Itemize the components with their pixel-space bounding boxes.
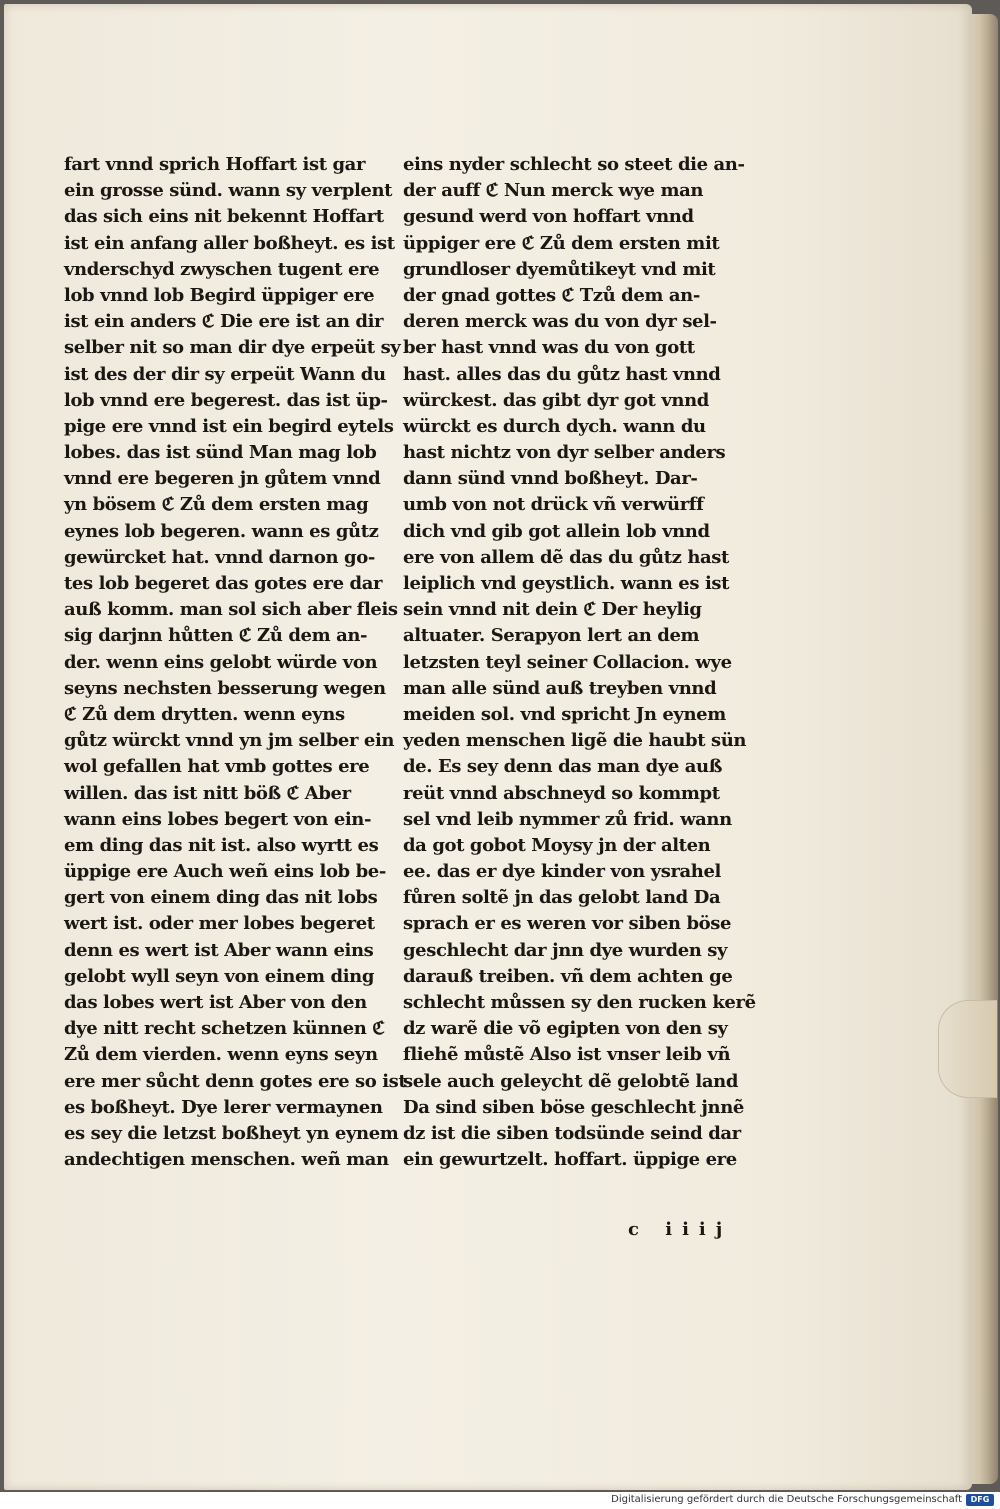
right-text-column bbox=[403, 152, 756, 1173]
text-line: reüt vnnd abschneyd so kommpt bbox=[403, 782, 720, 804]
text-line: würckest. das gibt dyr got vnnd bbox=[403, 389, 709, 411]
text-line: eins nyder schlecht so steet die an- bbox=[403, 154, 745, 175]
text-line: hast. alles das du gůtz hast vnnd bbox=[403, 363, 721, 385]
text-line: altuater. Serapyon lert an dem bbox=[403, 625, 700, 647]
text-line: gesund werd von hoffart vnnd bbox=[403, 206, 694, 228]
text-line: sig darjnn hůtten ℭ Zů dem an- bbox=[64, 625, 368, 647]
text-line: gůtz würckt vnnd yn jm selber ein bbox=[64, 730, 395, 752]
text-line: grundloser dyemůtikeyt vnd mit bbox=[403, 258, 716, 280]
text-line: seyns nechsten besserung wegen bbox=[64, 677, 386, 699]
text-line: vnnd ere begeren jn gůtem vnnd bbox=[64, 468, 381, 490]
text-line: letzsten teyl seiner Collacion. wye bbox=[403, 651, 732, 673]
text-line: andechtigen menschen. weñ man bbox=[64, 1149, 389, 1171]
text-line: lobes. das ist sünd Man mag lob bbox=[64, 442, 377, 464]
text-line: eynes lob begeren. wann es gůtz bbox=[64, 520, 379, 542]
text-line: ist ein anders ℭ Die ere ist an dir bbox=[64, 311, 384, 333]
text-line: geschlecht dar jnn dye wurden sy bbox=[403, 939, 728, 961]
text-line: hast nichtz von dyr selber anders bbox=[403, 442, 726, 464]
text-line: fliehẽ můstẽ Also ist vnser leib vñ bbox=[403, 1044, 731, 1066]
text-line: lob vnnd lob Begird üppiger ere bbox=[64, 284, 375, 306]
dfg-logo: DFG bbox=[966, 1494, 994, 1506]
text-line: wol gefallen hat vmb gottes ere bbox=[64, 756, 370, 778]
text-line: ein gewurtzelt. hoffart. üppige ere bbox=[403, 1149, 737, 1171]
text-line: man alle sünd auß treyben vnnd bbox=[403, 677, 717, 699]
text-line: ere von allem dẽ das du gůtz hast bbox=[403, 546, 729, 568]
text-line: willen. das ist nitt böß ℭ Aber bbox=[64, 782, 351, 804]
text-line: wann eins lobes begert von ein- bbox=[64, 808, 372, 830]
text-line: pige ere vnnd ist ein begird eytels bbox=[64, 415, 394, 437]
text-line: tes lob begeret das gotes ere dar bbox=[64, 573, 383, 594]
text-line: fart vnnd sprich Hoffart ist gar bbox=[64, 154, 366, 175]
text-line: sprach er es weren vor siben böse bbox=[403, 913, 732, 935]
text-line: yeden menschen ligẽ die haubt sün bbox=[403, 730, 747, 752]
text-line: der gnad gottes ℭ Tzů dem an- bbox=[403, 284, 700, 306]
text-line: dann sünd vnnd boßheyt. Dar- bbox=[403, 468, 698, 490]
text-line: es sey die letzst boßheyt yn eynem bbox=[64, 1122, 399, 1144]
text-line: Zů dem vierden. wenn eyns seyn bbox=[64, 1044, 378, 1066]
text-line: leiplich vnd geystlich. wann es ist bbox=[403, 573, 730, 594]
text-line: ee. das er dye kinder von ysrahel bbox=[403, 861, 721, 883]
text-line: üppige ere Auch weñ eins lob be- bbox=[64, 861, 386, 883]
page-edge bbox=[972, 14, 998, 1484]
text-line: ber hast vnnd was du von gott bbox=[403, 337, 695, 359]
text-line: gewürcket hat. vnnd darnon go- bbox=[64, 546, 375, 568]
text-line: dich vnd gib got allein lob vnnd bbox=[403, 520, 710, 542]
text-line: üppiger ere ℭ Zů dem ersten mit bbox=[403, 232, 720, 254]
text-line: wert ist. oder mer lobes begeret bbox=[64, 913, 375, 935]
text-line: dye nitt recht schetzen künnen ℭ bbox=[64, 1018, 385, 1040]
text-line: gelobt wyll seyn von einem ding bbox=[64, 965, 375, 987]
text-line: dz ist die siben todsünde seind dar bbox=[403, 1122, 741, 1144]
text-line: würckt es durch dych. wann du bbox=[403, 415, 706, 437]
text-line: ere mer sůcht denn gotes ere so ist bbox=[64, 1070, 407, 1092]
footer-credit: Digitalisierung gefördert durch die Deutsche Forschungsgemeinschaft bbox=[611, 1494, 962, 1505]
text-line: darauß treiben. vñ dem achten ge bbox=[403, 965, 733, 987]
text-line: das lobes wert ist Aber von den bbox=[64, 992, 367, 1013]
text-line: sel vnd leib nymmer zů frid. wann bbox=[403, 808, 732, 830]
text-line: ein grosse sünd. wann sy verplent bbox=[64, 180, 393, 202]
text-line: lob vnnd ere begerest. das ist üp- bbox=[64, 389, 388, 411]
text-line: schlecht můssen sy den rucken kerẽ bbox=[403, 992, 756, 1013]
page-tab bbox=[938, 1000, 997, 1098]
text-line: der auff ℭ Nun merck wye man bbox=[403, 180, 704, 202]
text-line: selber nit so man dir dye erpeüt sy bbox=[64, 337, 401, 359]
text-line: yn bösem ℭ Zů dem ersten mag bbox=[64, 494, 369, 516]
text-line: sein vnnd nit dein ℭ Der heylig bbox=[403, 599, 702, 621]
text-line: gert von einem ding das nit lobs bbox=[64, 887, 378, 909]
text-line: de. Es sey denn das man dye auß bbox=[403, 756, 722, 778]
text-line: vnderschyd zwyschen tugent ere bbox=[64, 258, 380, 280]
text-line: da got gobot Moysy jn der alten bbox=[403, 834, 711, 856]
text-line: Da sind siben böse geschlecht jnnẽ bbox=[403, 1096, 744, 1118]
text-line: umb von not drück vñ verwürff bbox=[403, 494, 704, 516]
text-line: fůren soltẽ jn das gelobt land Da bbox=[403, 887, 721, 909]
text-line: sele auch geleycht dẽ gelobtẽ land bbox=[403, 1070, 739, 1092]
text-line: meiden sol. vnd spricht Jn eynem bbox=[403, 703, 726, 725]
text-line: ist des der dir sy erpeüt Wann du bbox=[64, 363, 386, 385]
text-line: das sich eins nit bekennt Hoffart bbox=[64, 206, 384, 228]
text-line: ist ein anfang aller boßheyt. es ist bbox=[64, 232, 395, 254]
text-line: em ding das nit ist. also wyrtt es bbox=[64, 834, 379, 856]
text-line: dz warẽ die võ egipten von den sy bbox=[403, 1018, 728, 1040]
text-line: denn es wert ist Aber wann eins bbox=[64, 939, 374, 961]
text-line: deren merck was du von dyr sel- bbox=[403, 311, 717, 333]
text-line: ℭ Zů dem drytten. wenn eyns bbox=[64, 703, 345, 725]
text-line: der. wenn eins gelobt würde von bbox=[64, 651, 378, 673]
text-line: auß komm. man sol sich aber fleis bbox=[64, 599, 398, 621]
text-line: es boßheyt. Dye lerer vermaynen bbox=[64, 1096, 383, 1118]
signature-mark: c iiij bbox=[628, 1219, 733, 1240]
left-text-column bbox=[64, 152, 407, 1173]
